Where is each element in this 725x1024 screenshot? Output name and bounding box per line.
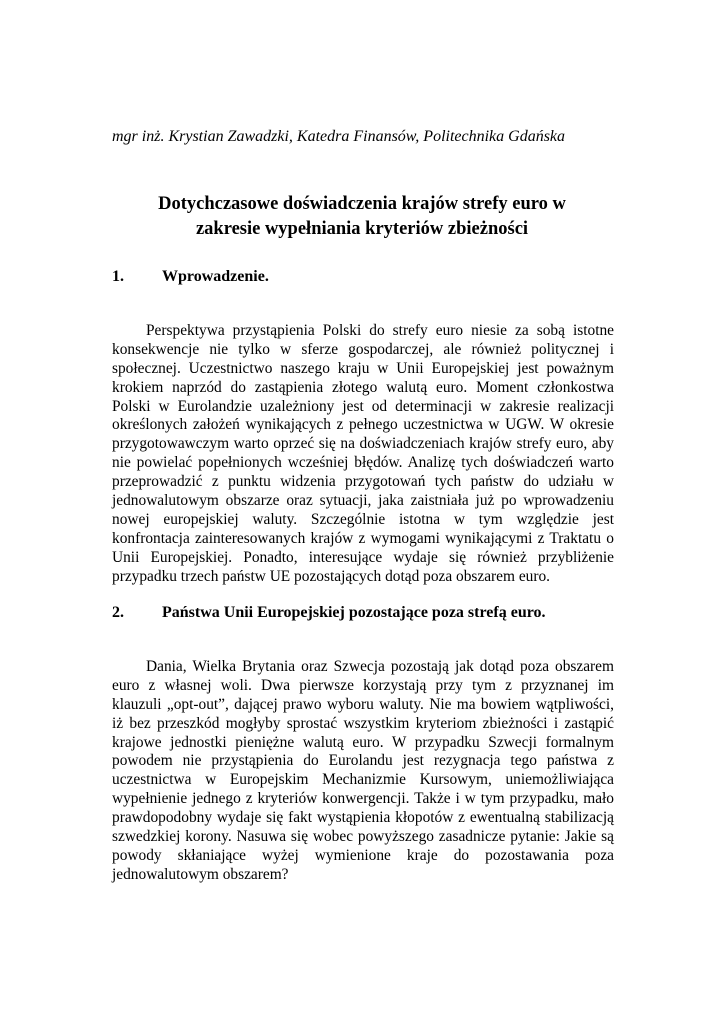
paragraph-line: Polski w Eurolandzie uzależniony jest od determinacji w zakresie realizacji [112,397,614,415]
paragraph-line: powody skłaniające wyżej wymienione kraje do pozostawania poza [112,846,614,864]
section-2-number: 2. [112,604,124,621]
section-2-heading [112,602,546,624]
paragraph-line: iż bez przeszkód mogłyby sprostać wszystkim kryteriom zbieżności i zastąpić [112,714,614,732]
paragraph-line: euro z własnej woli. Dwa pierwsze korzystają przy tym z przyznanej im [112,676,614,694]
title-line-1: Dotychczasowe doświadczenia krajów strefy euro w [158,194,566,214]
section-2-paragraph [112,658,614,885]
section-1-heading [112,266,269,288]
paragraph-line: jednowalutowym obszarze oraz sytuacji, jaka zaistniała już po wprowadzeniu [112,492,614,510]
paragraph-line: jednowalutowym obszarem? [112,865,289,883]
paragraph-line: określonych założeń wynikających z pełnego uczestnictwa w UGW. W okresie [112,416,614,434]
document-title [112,192,612,242]
paragraph-line: przypadku trzech państw UE pozostających dotąd poza obszarem euro. [112,567,551,585]
paragraph-line: krokiem naprzód do zastąpienia złotego walutą euro. Moment członkostwa [112,378,614,396]
paragraph-line: konfrontacja zainteresowanych krajów z wymogami wynikającymi z Traktatu o [112,529,614,547]
title-line-2: zakresie wypełniania kryteriów zbieżności [195,219,529,239]
author-line: mgr inż. Krystian Zawadzki, Katedra Finansów, Politechnika Gdańska [112,128,566,145]
paragraph-line: społecznej. Uczestnictwo naszego kraju w Unii Europejskiej jest poważnym [112,359,614,377]
paragraph-line: szwedzkiej korony. Nasuwa się wobec powyższego zasadnicze pytanie: Jakie są [112,828,614,846]
paragraph-line: nie powielać popełnionych wcześniej błędów. Analizę tych doświadczeń warto [112,454,614,472]
paragraph-line: wypełnienie jednego z kryteriów konwergencji. Także i w tym przypadku, mało [112,790,614,808]
paragraph-line: Dania, Wielka Brytania oraz Szwecja pozostają jak dotąd poza obszarem [146,658,614,675]
paragraph-line: Unii Europejskiej. Ponadto, interesujące wydaje się również przybliżenie [112,548,614,566]
paragraph-line: przygotowawczym warto oprzeć się na doświadczeniach krajów strefy euro, aby [112,435,614,453]
paragraph-line: Perspektywa przystąpienia Polski do strefy euro niesie za sobą istotne [146,322,614,339]
paragraph-line: powodem nie przystąpienia do Eurolandu jest rezygnacja tego państwa z [112,752,614,770]
paragraph-line: nowej europejskiej waluty. Szczególnie istotna w tym względzie jest [112,510,614,528]
paragraph-line: krajowe jednostki pieniężne walutą euro. W przypadku Szwecji formalnym [112,733,614,751]
section-1-title: Wprowadzenie. [162,268,269,285]
section-2-title: Państwa Unii Europejskiej pozostające poza strefą euro. [162,604,546,621]
paragraph-line: prawdopodobny wydaje się fakt wystąpienia kłopotów z ewentualną stabilizacją [112,809,614,827]
paragraph-line: klauzuli „opt-out”, dającej prawo wyboru waluty. Nie ma bowiem wątpliwości, [112,695,614,713]
section-1-paragraph [112,322,614,586]
paragraph-line: uczestnictwa w Europejskim Mechanizmie Kursowym, uniemożliwiająca [112,771,614,789]
paragraph-line: konsekwencje nie tylko w sferze gospodarczej, ale również politycznej i [112,340,614,358]
paragraph-line: przeprowadzić z punktu widzenia przygotowań tych państw do udziału w [112,473,614,491]
section-1-number: 1. [112,268,124,285]
